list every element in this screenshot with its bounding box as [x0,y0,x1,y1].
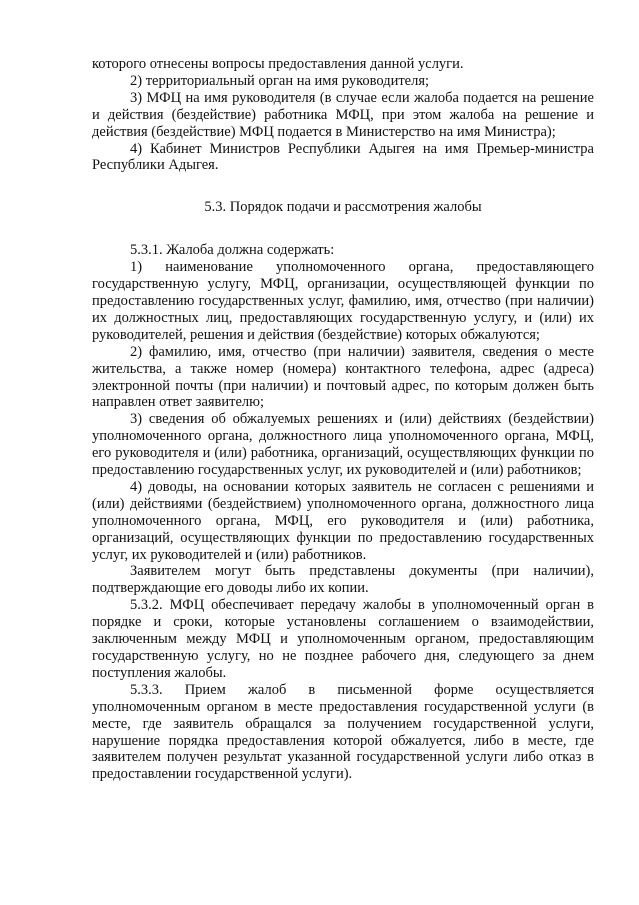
paragraph-5-3-2: 5.3.2. МФЦ обеспечивает передачу жалобы в уполномоченный орган в порядке и сроки, которые установлены соглашением о взаимодействии, заключенным между МФЦ и уполномоченным органом, предоставляющим государственную услугу, но не позднее рабочего дня, следующего за днем поступления жалобы. [92,597,594,681]
paragraph-requirement-4: 4) доводы, на основании которых заявитель не согласен с решениями и (или) действиями (бездействием) уполномоченного органа, должностного лица уполномоченного органа, МФЦ, его руководителя и (или) работника, организаций, осуществляющих функции по предоставлению государственных услуг, их руководителей и (или) работников. [92,478,594,563]
paragraph-item-2: 2) территориальный орган на имя руководителя; [130,72,430,89]
paragraph-documents: Заявителем могут быть представлены документы (при наличии), подтверждающие его доводы либо их копии. [92,563,594,597]
paragraph-5-3-1: 5.3.1. Жалоба должна содержать: [130,242,335,259]
paragraph-requirement-2: 2) фамилию, имя, отчество (при наличии) заявителя, сведения о месте жительства, а также номер (номера) контактного телефона, адрес (адреса) электронной почты (при наличии) и почтовый адрес, по которым должен быть направлен ответ заявителю; [92,343,594,411]
document-page [92,56,594,783]
paragraph-item-3: 3) МФЦ на имя руководителя (в случае если жалоба подается на решение и действия (бездействие) работника МФЦ, при этом жалоба на решение и действия (бездействие) МФЦ подается в Министерство на имя Министра); [92,89,594,140]
paragraph-continuation: которого отнесены вопросы предоставления данной услуги. [92,56,464,72]
section-heading: 5.3. Порядок подачи и рассмотрения жалобы [204,199,482,216]
paragraph-requirement-3: 3) сведения об обжалуемых решениях и (или) действиях (бездействии) уполномоченного органа, должностного лица уполномоченного органа, МФЦ, его руководителя и (или) работника, организаций, осуществляющих функции по предоставлению государственных услуг, их руководителей и (или) работников; [92,411,594,479]
paragraph-5-3-3: 5.3.3. Прием жалоб в письменной форме осуществляется уполномоченным органом в месте предоставления государственной услуги (в месте, где заявитель обращался за получением государственной услуги, нарушение порядка предоставления которой обжалуется, либо в месте, где заявителем получен результат указанной государственной услуги либо отказ в предоставлении государственной услуги). [92,681,594,783]
paragraph-requirement-1: 1) наименование уполномоченного органа, предоставляющего государственную услугу, МФЦ, организации, осуществляющей функции по предоставлению государственных услуг, фамилию, имя, отчество (при наличии) их должностных лиц, предоставляющих государственную услугу, и (или) их руководителей, решения и действия (бездействие) которых обжалуются; [92,259,594,343]
paragraph-item-4: 4) Кабинет Министров Республики Адыгея на имя Премьер-министра Республики Адыгея. [92,140,594,174]
